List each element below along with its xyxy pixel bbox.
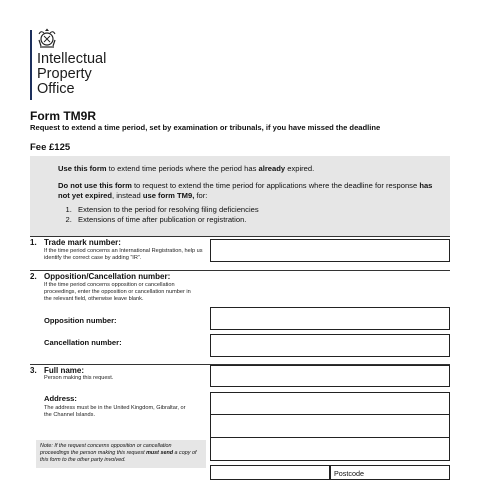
list-item: 1. Extension to the period for resolving filing deficiencies xyxy=(74,205,259,215)
form-subtitle: Request to extend a time period, set by examination or tribunals, if you have missed the deadline xyxy=(30,123,381,132)
list-item: 2. Extensions of time after publication or registration. xyxy=(74,215,259,225)
address-label: Address: xyxy=(44,394,77,403)
section-number: 1. xyxy=(30,238,37,247)
exclusion-list xyxy=(58,205,259,225)
section-divider xyxy=(30,236,450,237)
note-box: Note: If the request concerns opposition or cancellation proceedings the person making this request must send a copy of this form to the other party involved. xyxy=(36,440,206,468)
dont-use-form-text: Do not use this form to request to extend the time period for applications where the deadline for response has not yet expired, instead use form TM9, for: xyxy=(58,181,433,200)
org-name: Intellectual Property Office xyxy=(37,51,107,97)
address-line-2-field[interactable] xyxy=(210,415,450,438)
section-number: 3. xyxy=(30,366,37,375)
full-name-field[interactable] xyxy=(210,365,450,387)
section-number: 2. xyxy=(30,272,37,281)
address-line-1-field[interactable] xyxy=(210,392,450,415)
cancellation-number-label: Cancellation number: xyxy=(44,338,122,347)
cancellation-number-field[interactable] xyxy=(210,334,450,357)
use-form-text: Use this form to extend time periods where the period has already expired. xyxy=(58,164,315,173)
opposition-cancellation-help: If the time period concerns opposition or cancellation proceedings, enter the opposition or cancellation number in the relevant field, otherwise leave blank. xyxy=(44,282,191,303)
royal-crest-icon xyxy=(36,28,58,50)
address-line-4-field[interactable] xyxy=(210,465,330,480)
trade-mark-number-help: If the time period concerns an International Registration, help us identify the correct case by adding “IR”. xyxy=(44,248,203,262)
logo-bar xyxy=(30,30,32,100)
full-name-title: Full name: xyxy=(44,366,85,375)
opposition-cancellation-title: Opposition/Cancellation number: xyxy=(44,272,171,281)
section-divider xyxy=(30,270,450,271)
form-title: Form TM9R xyxy=(30,109,96,123)
fee-label: Fee £125 xyxy=(30,142,71,153)
postcode-label: Postcode xyxy=(334,469,364,478)
info-box xyxy=(30,156,450,236)
opposition-number-field[interactable] xyxy=(210,307,450,330)
address-line-3-field[interactable] xyxy=(210,438,450,461)
address-help: The address must be in the United Kingdom, Gibraltar, or the Channel Islands. xyxy=(44,405,186,419)
opposition-number-label: Opposition number: xyxy=(44,316,117,325)
full-name-help: Person making this request. xyxy=(44,375,114,381)
trade-mark-number-field[interactable] xyxy=(210,239,450,262)
trade-mark-number-title: Trade mark number: xyxy=(44,238,121,247)
